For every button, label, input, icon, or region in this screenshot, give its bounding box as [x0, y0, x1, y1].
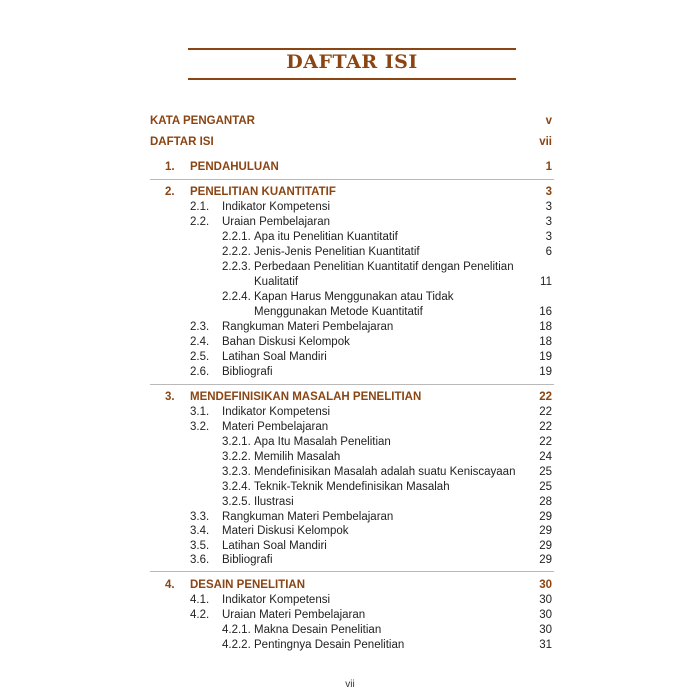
- toc-subsection-number: 3.2.3.: [222, 466, 251, 478]
- toc-chapter-label: DESAIN PENELITIAN: [190, 579, 306, 591]
- toc-section-label: Indikator Kompetensi: [222, 594, 331, 606]
- toc-chapter-page: 30: [539, 579, 552, 591]
- toc-chapter-number: 2.: [165, 186, 175, 198]
- toc-subsection-number: 2.2.4.: [222, 291, 251, 303]
- toc-section-number: 2.6.: [190, 366, 210, 378]
- toc-section-page: 29: [539, 511, 552, 523]
- toc-subsection-page: 28: [539, 496, 552, 508]
- toc-subsection-number: 3.2.5.: [222, 496, 251, 508]
- toc-subsection-label-cont: Kualitatif: [254, 276, 299, 288]
- toc-section-number: 3.1.: [190, 406, 210, 418]
- toc-section-label: Rangkuman Materi Pembelajaran: [222, 321, 394, 333]
- toc-subsection-page: 3: [545, 231, 552, 243]
- toc-chapter-number: 4.: [165, 579, 175, 591]
- toc-subsection-label-cont: Menggunakan Metode Kuantitatif: [254, 306, 423, 318]
- toc-section-number: 2.1.: [190, 201, 210, 213]
- chapter-divider: [150, 179, 554, 180]
- toc-subsection-number: 3.2.1.: [222, 436, 251, 448]
- toc-section-number: 3.2.: [190, 421, 210, 433]
- toc-section-page: 18: [539, 321, 552, 333]
- toc-subsection-page: 16: [539, 306, 552, 318]
- toc-section-page: 19: [539, 351, 552, 363]
- toc-entry-label: KATA PENGANTAR: [150, 115, 255, 127]
- toc-subsection-page: 11: [540, 276, 552, 288]
- toc-section-page: 19: [539, 366, 552, 378]
- toc-subsection-number: 2.2.1.: [222, 231, 251, 243]
- toc-subsection-number: 3.2.2.: [222, 451, 251, 463]
- toc-subsection-page: 24: [539, 451, 552, 463]
- toc-section-number: 2.2.: [190, 216, 210, 228]
- toc-chapter-number: 3.: [165, 391, 175, 403]
- toc-section-label: Bibliografi: [222, 366, 273, 378]
- toc-section-page: 29: [539, 525, 552, 537]
- toc-chapter-number: 1.: [165, 161, 175, 173]
- toc-section-page: 30: [539, 609, 552, 621]
- toc-subsection-label: Kapan Harus Menggunakan atau Tidak: [254, 291, 454, 303]
- toc-section-label: Indikator Kompetensi: [222, 201, 331, 213]
- toc-section-label: Latihan Soal Mandiri: [222, 540, 327, 552]
- toc-section-page: 3: [545, 216, 552, 228]
- toc-subsection-label: Apa itu Penelitian Kuantitatif: [254, 231, 398, 243]
- toc-subsection-number: 4.2.2.: [222, 639, 251, 651]
- toc-subsection-number: 3.2.4.: [222, 481, 251, 493]
- title-bottom-rule: [188, 78, 516, 80]
- toc-subsection-label: Jenis-Jenis Penelitian Kuantitatif: [254, 246, 420, 258]
- toc-subsection-label: Mendefinisikan Masalah adalah suatu Keniscayaan: [254, 466, 516, 478]
- toc-subsection-label: Memilih Masalah: [254, 451, 341, 463]
- toc-section-label: Uraian Pembelajaran: [222, 216, 331, 228]
- toc-subsection-page: 22: [539, 436, 552, 448]
- toc-subsection-label: Teknik-Teknik Mendefinisikan Masalah: [254, 481, 450, 493]
- toc-subsection-label: Makna Desain Penelitian: [254, 624, 382, 636]
- toc-section-page: 29: [539, 554, 552, 566]
- toc-section-label: Bibliografi: [222, 554, 273, 566]
- chapter-divider: [150, 571, 554, 572]
- toc-chapter-label: PENDAHULUAN: [190, 161, 279, 173]
- toc-section-number: 4.1.: [190, 594, 210, 606]
- title-top-rule: [188, 48, 516, 50]
- toc-subsection-page: 25: [539, 466, 552, 478]
- toc-section-label: Uraian Materi Pembelajaran: [222, 609, 366, 621]
- toc-subsection-label: Apa Itu Masalah Penelitian: [254, 436, 391, 448]
- toc-subsection-label: Ilustrasi: [254, 496, 294, 508]
- toc-section-label: Rangkuman Materi Pembelajaran: [222, 511, 394, 523]
- toc-subsection-page: 31: [539, 639, 552, 651]
- toc-section-page: 29: [539, 540, 552, 552]
- toc-subsection-number: 4.2.1.: [222, 624, 251, 636]
- toc-section-label: Materi Diskusi Kelompok: [222, 525, 349, 537]
- toc-section-number: 3.5.: [190, 540, 210, 552]
- toc-subsection-number: 2.2.3.: [222, 261, 251, 273]
- page-title: DAFTAR ISI: [286, 51, 418, 73]
- toc-entry-page: v: [545, 115, 552, 127]
- toc-chapter-page: 1: [545, 161, 552, 173]
- toc-entry-page: vii: [539, 136, 552, 148]
- toc-section-page: 18: [539, 336, 552, 348]
- toc-section-number: 2.4.: [190, 336, 210, 348]
- toc-section-number: 4.2.: [190, 609, 210, 621]
- toc-section-page: 22: [539, 421, 552, 433]
- toc-section-number: 2.5.: [190, 351, 210, 363]
- toc-section-number: 3.6.: [190, 554, 210, 566]
- toc-chapter-label: PENELITIAN KUANTITATIF: [190, 186, 336, 198]
- toc-section-page: 22: [539, 406, 552, 418]
- toc-entry-label: DAFTAR ISI: [150, 136, 214, 148]
- toc-chapter-page: 22: [539, 391, 552, 403]
- toc-section-number: 3.3.: [190, 511, 210, 523]
- chapter-divider: [150, 384, 554, 385]
- toc-section-label: Indikator Kompetensi: [222, 406, 331, 418]
- toc-section-page: 3: [545, 201, 552, 213]
- page-number-footer: vii: [345, 679, 355, 690]
- toc-subsection-number: 2.2.2.: [222, 246, 251, 258]
- toc-subsection-page: 30: [539, 624, 552, 636]
- toc-subsection-label: Pentingnya Desain Penelitian: [254, 639, 405, 651]
- toc-subsection-label: Perbedaan Penelitian Kuantitatif dengan Penelitian: [254, 261, 514, 273]
- toc-subsection-page: 6: [545, 246, 552, 258]
- toc-section-label: Materi Pembelajaran: [222, 421, 329, 433]
- toc-section-label: Latihan Soal Mandiri: [222, 351, 327, 363]
- toc-subsection-page: 25: [539, 481, 552, 493]
- toc-section-page: 30: [539, 594, 552, 606]
- toc-chapter-page: 3: [545, 186, 552, 198]
- toc-section-label: Bahan Diskusi Kelompok: [222, 336, 350, 348]
- toc-chapter-label: MENDEFINISIKAN MASALAH PENELITIAN: [190, 391, 422, 403]
- toc-section-number: 3.4.: [190, 525, 210, 537]
- toc-section-number: 2.3.: [190, 321, 210, 333]
